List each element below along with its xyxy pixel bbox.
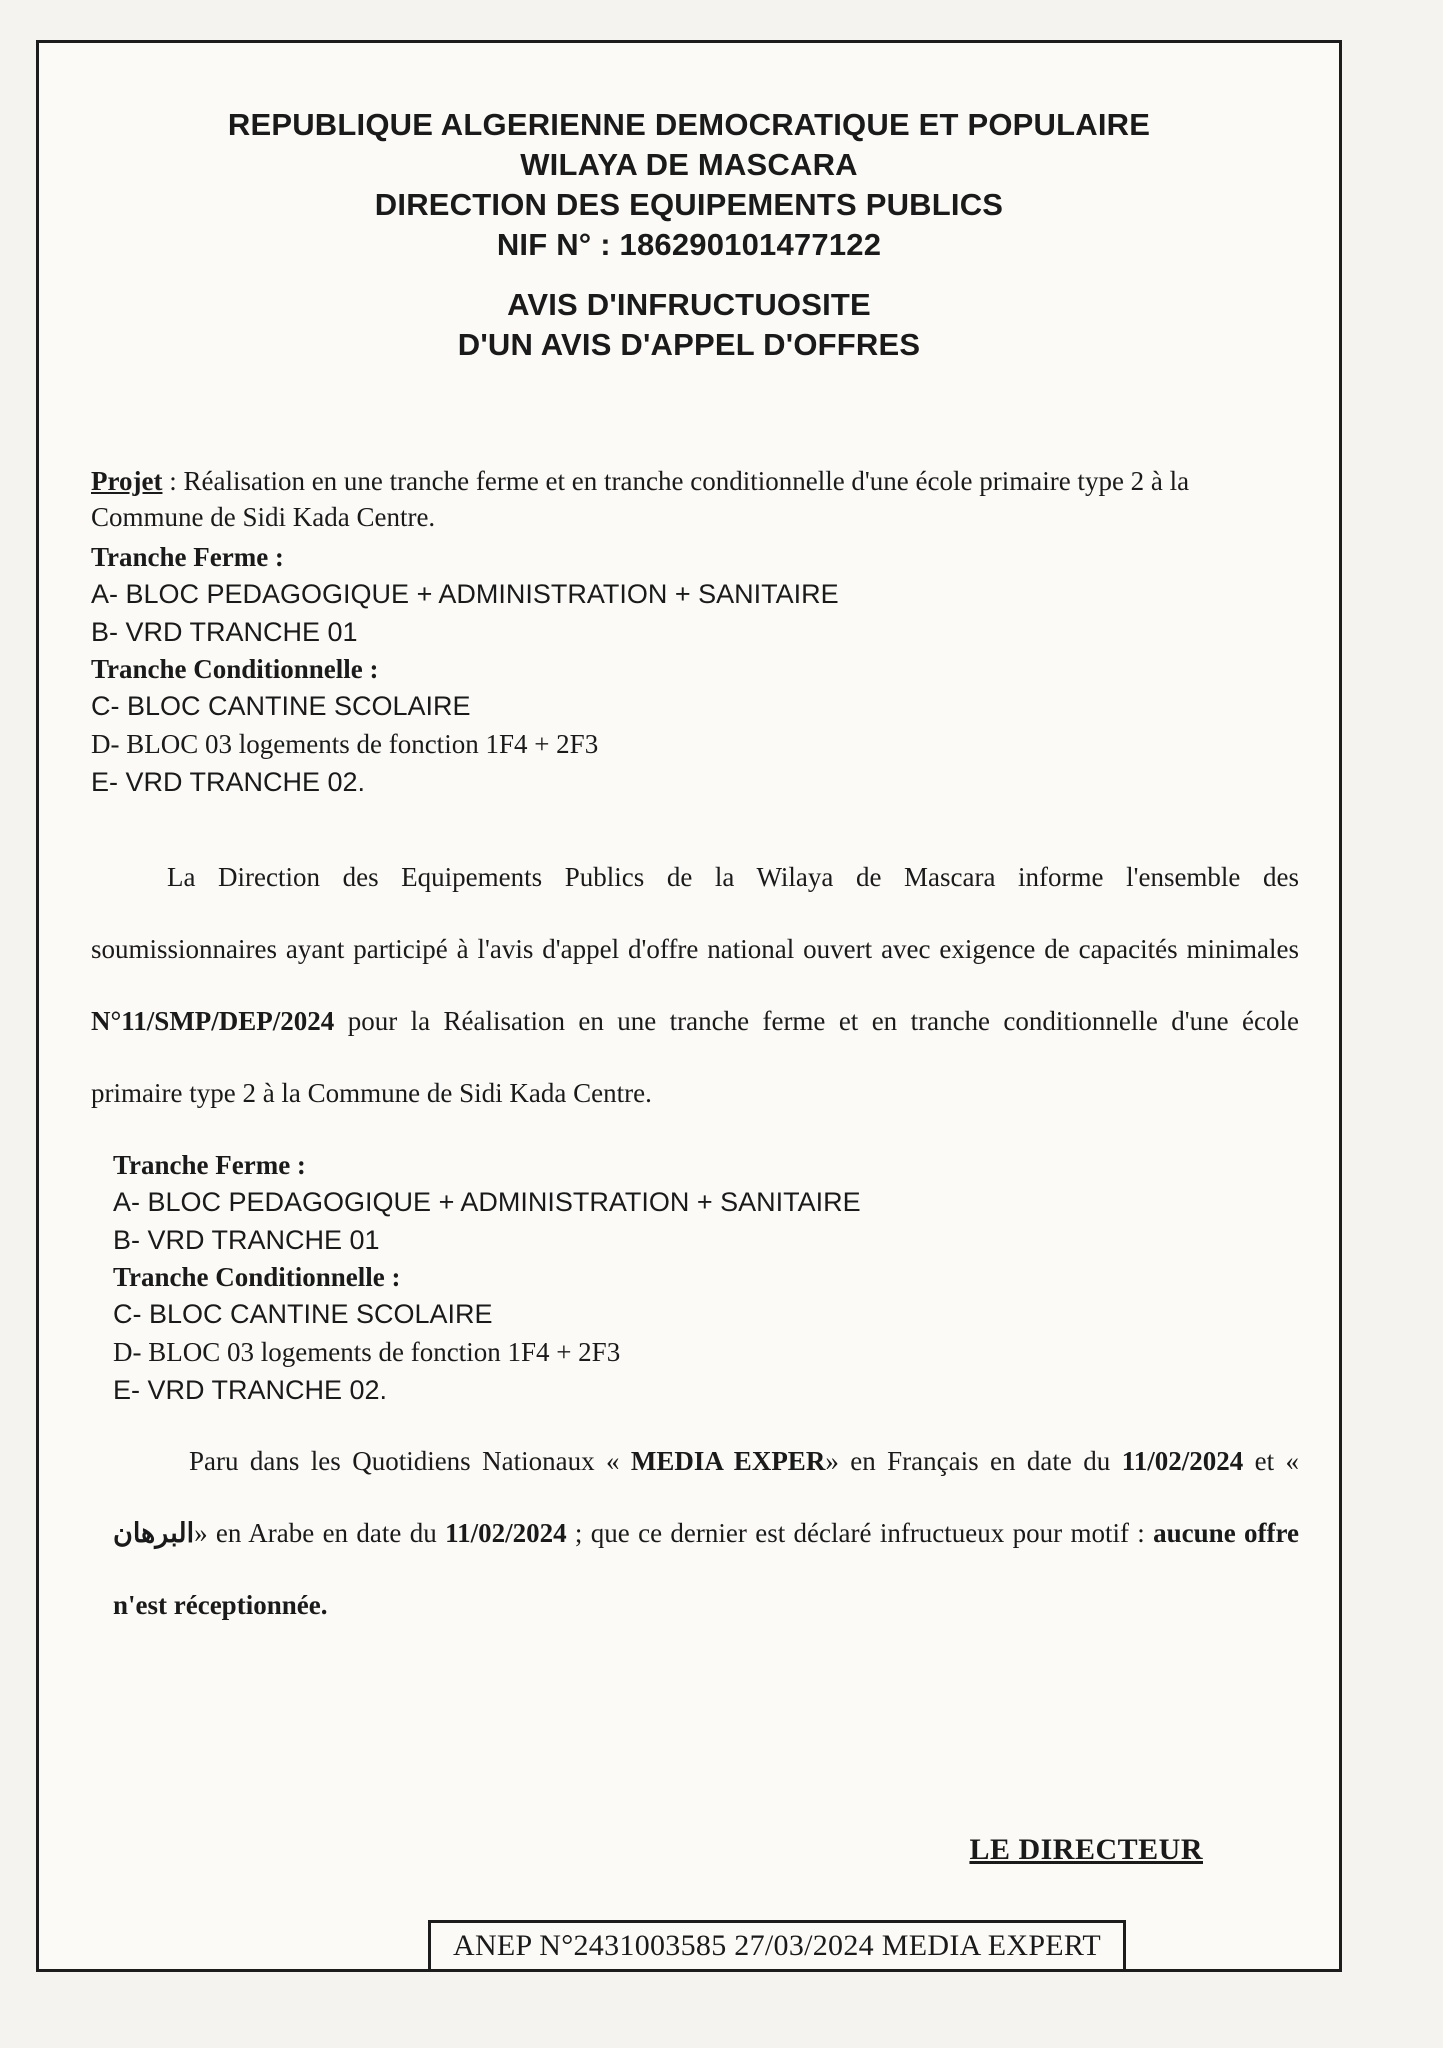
list-item: D- BLOC 03 logements de fonction 1F4 + 2F3 xyxy=(113,1337,621,1367)
project-label: Projet xyxy=(91,466,163,496)
tranches-list-2 xyxy=(91,1147,1299,1409)
newspaper-fr: MEDIA EXPER xyxy=(630,1446,826,1476)
tranche-ferme-label: Tranche Ferme : xyxy=(113,1150,306,1180)
list-item: B- VRD TRANCHE 01 xyxy=(113,1225,380,1255)
publication-date-ar: 11/02/2024 xyxy=(445,1518,567,1548)
list-item: C- BLOC CANTINE SCOLAIRE xyxy=(113,1299,493,1329)
signature-title: LE DIRECTEUR xyxy=(969,1833,1203,1866)
list-item: A- BLOC PEDAGOGIQUE + ADMINISTRATION + SANITAIRE xyxy=(91,579,839,609)
tender-reference: N°11/SMP/DEP/2024 xyxy=(91,1006,335,1036)
information-paragraph: La Direction des Equipements Publics de la Wilaya de Mascara informe l'ensemble des soumissionnaires ayant participé à l'avis d'appel d'offre national ouvert avec exigence de capacités minimales N°11/SMP/DEP/2024 pour la Réalisation en une tranche ferme et en tranche conditionnelle d'une école primaire type 2 à la Commune de Sidi Kada Centre. xyxy=(91,862,1299,1108)
project-text-2: Commune de Sidi Kada Centre. xyxy=(91,502,436,532)
project-section xyxy=(91,463,1299,535)
list-item: D- BLOC 03 logements de fonction 1F4 + 2F3 xyxy=(91,729,599,759)
notice-title: AVIS D'INFRUCTUOSITE xyxy=(507,287,871,322)
tranche-conditionnelle-label: Tranche Conditionnelle : xyxy=(91,654,379,684)
nif-line: NIF N° : 186290101477122 xyxy=(496,227,882,262)
list-item: A- BLOC PEDAGOGIQUE + ADMINISTRATION + SANITAIRE xyxy=(113,1187,861,1217)
document-header xyxy=(39,105,1339,365)
project-text-1: : Réalisation en une tranche ferme et en tranche conditionnelle d'une école primaire type 2 à la xyxy=(162,466,1190,496)
infructuosity-reason: aucune offre n'est réceptionnée. xyxy=(113,1518,1299,1620)
tranche-conditionnelle-label: Tranche Conditionnelle : xyxy=(113,1262,401,1292)
republic-line: REPUBLIQUE ALGERIENNE DEMOCRATIQUE ET POPULAIRE xyxy=(227,107,1151,142)
notice-subtitle: D'UN AVIS D'APPEL D'OFFRES xyxy=(457,327,921,362)
tranche-ferme-label: Tranche Ferme : xyxy=(91,542,284,572)
publication-paragraph: Paru dans les Quotidiens Nationaux « MEDIA EXPER» en Français en date du 11/02/2024 et « البرهان» en Arabe en date du 11/02/2024 ; que ce dernier est déclaré infructueux pour motif : aucune offre n'est réceptionnée. xyxy=(113,1446,1300,1620)
list-item: E- VRD TRANCHE 02. xyxy=(91,767,366,797)
newspaper-ar: البرهان xyxy=(113,1518,195,1548)
notice-body xyxy=(91,463,1299,1641)
tranches-list-1 xyxy=(91,539,1299,801)
direction-line: DIRECTION DES EQUIPEMENTS PUBLICS xyxy=(374,187,1004,222)
publication-date-fr: 11/02/2024 xyxy=(1121,1446,1244,1476)
list-item: C- BLOC CANTINE SCOLAIRE xyxy=(91,691,471,721)
anep-reference-box: ANEP N°2431003585 27/03/2024 MEDIA EXPERT xyxy=(428,1920,1126,1972)
list-item: B- VRD TRANCHE 01 xyxy=(91,617,358,647)
wilaya-line: WILAYA DE MASCARA xyxy=(520,147,858,182)
list-item: E- VRD TRANCHE 02. xyxy=(113,1375,388,1405)
notice-page xyxy=(36,40,1342,1972)
